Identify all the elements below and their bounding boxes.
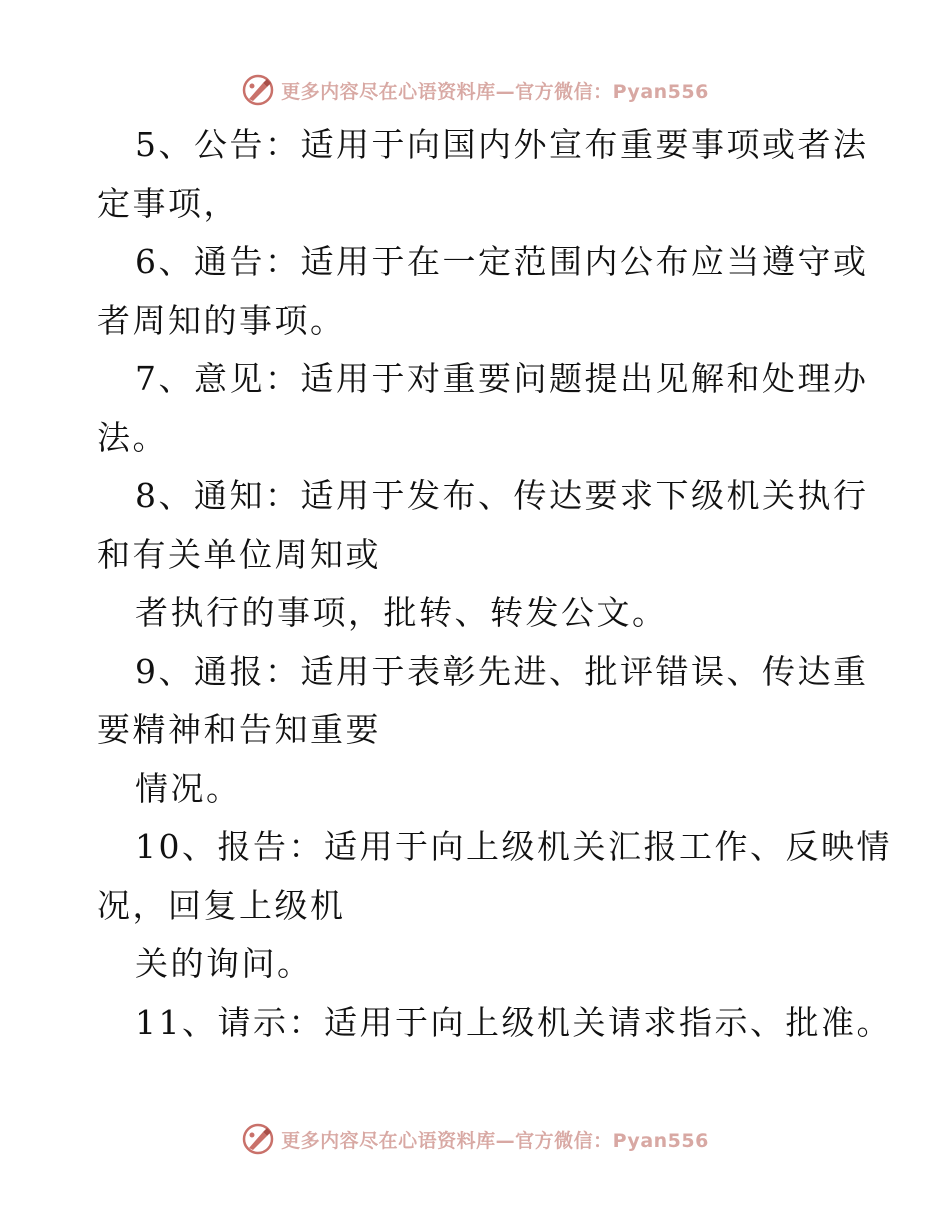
paragraph-line: 10、报告：适用于向上级机关汇报工作、反映情 bbox=[135, 827, 892, 866]
paragraph-line: 11、请示：适用于向上级机关请求指示、批准。 bbox=[135, 1002, 892, 1042]
paragraph-line: 6、通告：适用于在一定范围内公布应当遵守或 bbox=[135, 242, 869, 281]
paragraph-line: 情况。 bbox=[135, 768, 242, 808]
header-watermark bbox=[0, 70, 950, 110]
paragraph-line: 8、通知：适用于发布、传达要求下级机关执行 bbox=[135, 476, 869, 515]
footer-watermark bbox=[0, 1119, 950, 1159]
pen-logo-icon bbox=[241, 1122, 275, 1156]
paragraph-line: 9、通报：适用于表彰先进、批评错误、传达重 bbox=[135, 651, 869, 691]
paragraph-line: 要精神和告知重要 bbox=[97, 710, 381, 749]
paragraph-line: 定事项， bbox=[97, 183, 239, 223]
footer-watermark-text: 更多内容尽在心语资料库—官方微信：Pyan556 bbox=[281, 1129, 709, 1152]
paragraph-line: 法。 bbox=[97, 417, 168, 457]
pen-logo-icon bbox=[241, 73, 275, 107]
paragraph-line: 关的询问。 bbox=[135, 944, 313, 983]
paragraph-line: 5、公告：适用于向国内外宣布重要事项或者法 bbox=[135, 125, 869, 164]
paragraph-line: 和有关单位周知或 bbox=[97, 534, 381, 574]
paragraph-line: 7、意见：适用于对重要问题提出见解和处理办 bbox=[135, 359, 869, 398]
document-body bbox=[97, 116, 892, 1052]
paragraph-line: 者执行的事项，批转、转发公文。 bbox=[135, 593, 668, 632]
paragraph-line: 况，回复上级机 bbox=[97, 885, 346, 925]
header-watermark-text: 更多内容尽在心语资料库—官方微信：Pyan556 bbox=[281, 80, 709, 103]
paragraph-line: 者周知的事项。 bbox=[97, 300, 346, 340]
